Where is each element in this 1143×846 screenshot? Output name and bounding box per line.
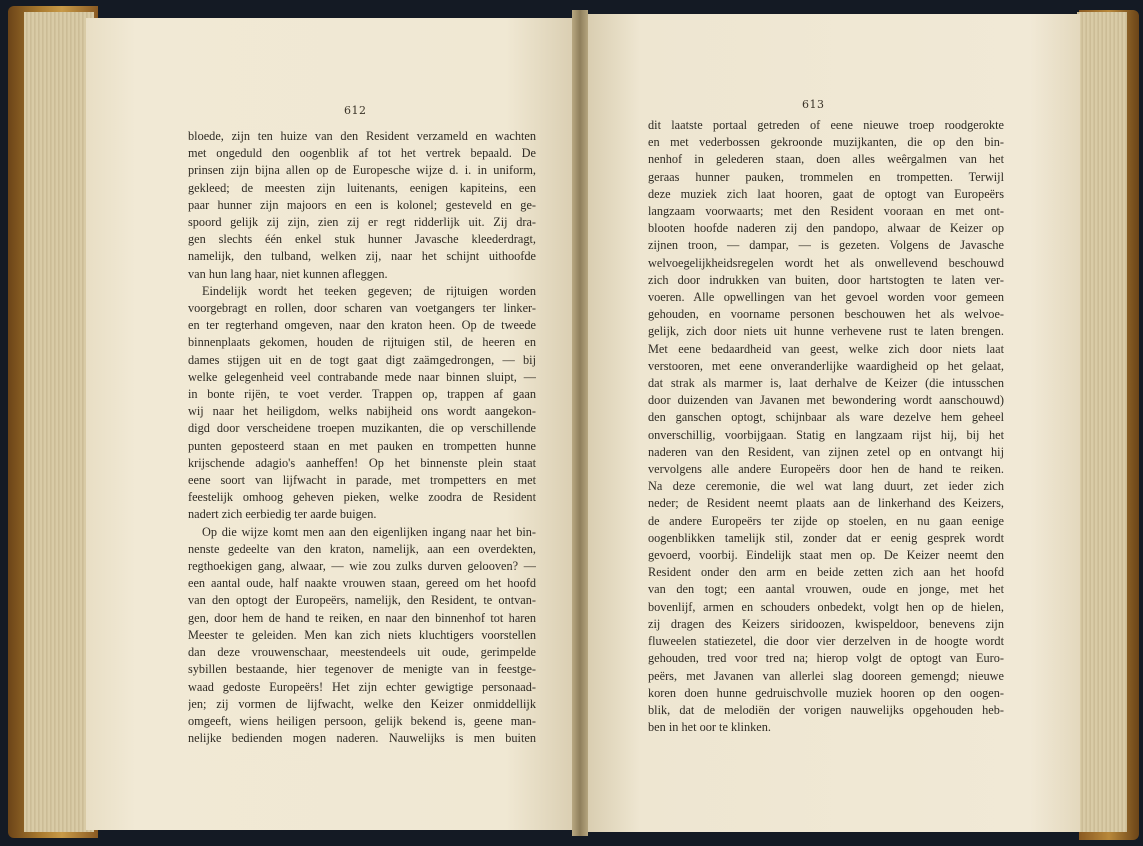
left-page-text bbox=[188, 128, 536, 747]
text-line: van hun lang haar, niet kunnen afleggen. bbox=[188, 266, 388, 281]
text-line: wij naar het heiligdom, welks nabijheid ons wordt aangekon- bbox=[188, 404, 536, 419]
text-line: prinsen zijn bijna allen op de Europesche wijze d. i. in uniform, bbox=[188, 163, 536, 178]
text-line: eene soort van lijfwacht in parade, met trompetters en met bbox=[188, 473, 536, 488]
text-line: den ganschen optogt, schijnbaar als ware dezelve hem geheel bbox=[648, 410, 1004, 425]
text-line: dat strak als marmer is, laat derhalve de Keizer (die intusschen bbox=[648, 376, 1004, 391]
right-page bbox=[580, 14, 1080, 832]
page-number-left: 612 bbox=[344, 104, 367, 117]
text-line: gehouden, en voorname personen beschouwen het als welvoe- bbox=[648, 307, 1004, 322]
text-line: omgeeft, wiens heiligen persoon, gelijk bekend is, geene man- bbox=[188, 713, 536, 728]
text-line: spoord gelijk zij zijn, zien zij er regt ridderlijk uit. Zij dra- bbox=[188, 215, 536, 230]
text-line: geraas hunner pauken, trommelen en trompetten. Terwijl bbox=[648, 169, 1004, 184]
text-line: gen slechts één enkel stuk hunner Javasche kleederdragt, bbox=[188, 232, 536, 247]
text-line: en met vederbossen gekroonde muzijkanten, die op den bin- bbox=[648, 135, 1004, 150]
text-line: welvoegelijkheidsregelen wordt het als onwellevend beschouwd bbox=[648, 255, 1004, 270]
text-line: vervolgens alle andere Europeërs door hen de hand te reiken. bbox=[648, 462, 1004, 477]
text-line: nelijke bedienden mogen naderen. Nauwelijks is men buiten bbox=[188, 731, 536, 746]
text-line: namelijk, den tulband, welken zij, naar het schijnt uithoofde bbox=[188, 249, 536, 264]
text-line: Eindelijk wordt het teeken gegeven; de rijtuigen worden bbox=[202, 283, 536, 298]
text-line: in bonte rijën, te voet verder. Trappen op, trappen af gaan bbox=[188, 387, 536, 402]
text-line: peërs, met Javanen van allerlei slag dooreen gemengd; nieuwe bbox=[648, 668, 1004, 683]
text-line: dames stijgen uit en de togt gaat digt zaämgedrongen, — bij bbox=[188, 352, 536, 367]
text-line: een aantal oude, half naakte vrouwen staan, gereed om het hoofd bbox=[188, 576, 536, 591]
text-line: bovenlijf, armen en schouders onbedekt, volgt hen op de hielen, bbox=[648, 599, 1004, 614]
text-line: gen, door hem de hand te reiken, en naar den binnenhof tot haren bbox=[188, 610, 536, 625]
text-line: Resident onder den arm en beide zetten zich aan het hoofd bbox=[648, 565, 1004, 580]
text-line: oogenblikken tamelijk stil, zonder dat er eenig gesprek wordt bbox=[648, 530, 1004, 545]
text-line: zich door indrukken van buiten, door hartstogten te laten ver- bbox=[648, 272, 1004, 287]
text-line: onverschillig, voorbijgaan. Statig en langzaam rijst hij, bij het bbox=[648, 427, 1004, 442]
text-line: gehouden, tred voor tred na; hierop volgt de optogt van Euro- bbox=[648, 651, 1004, 666]
text-line: nenhof in gelederen staan, doen alles weêrgalmen van het bbox=[648, 152, 1004, 167]
text-line: naderen van den Resident, van zijnen zetel op en ontvangt hij bbox=[648, 444, 1004, 459]
text-line: gevoerd, voorbij. Eindelijk staat men op. De Keizer neemt den bbox=[648, 548, 1004, 563]
text-line: jen; zij vormen de lijfwacht, welke den Keizer onmiddellijk bbox=[188, 696, 536, 711]
text-line: zijnen troon, — dampar, — is gezeten. Volgens de Javasche bbox=[648, 238, 1004, 253]
page-edges-left bbox=[24, 12, 94, 832]
text-line: van den optogt der Europeërs, namelijk, den Resident, te ontvan- bbox=[188, 593, 536, 608]
text-line: door duizenden van Javanen met bewondering wordt aanschouwd) bbox=[648, 393, 1004, 408]
text-line: bloede, zijn ten huize van den Resident verzameld en wachten bbox=[188, 129, 536, 143]
text-line: feestelijk omhoog geheven pieken, welke zoodra de Resident bbox=[188, 490, 536, 505]
text-line: voorgebragt en rollen, door scharen van voetgangers ter linker- bbox=[188, 301, 536, 316]
text-line: paar hunner zijn majoors en een is kolonel; gesteveld en ge- bbox=[188, 197, 536, 212]
text-line: blooten hoofde naderen zij den pandopo, alwaar de Keizer op bbox=[648, 221, 1004, 236]
text-line: sybillen bestaande, hier tegenover de menigte van in feestge- bbox=[188, 662, 536, 677]
text-line: regthoekigen gang, alwaar, — wie zou zulks durven gelooven? — bbox=[188, 559, 536, 574]
text-line: dit laatste portaal getreden of eene nieuwe troep roodgerokte bbox=[648, 118, 1004, 132]
text-line: met ongeduld den oogenblik af tot het vertrek bepaald. De bbox=[188, 146, 536, 161]
text-line: blik, dat de melodiën der vorigen nauwelijks opgehouden heb- bbox=[648, 702, 1004, 717]
text-line: gelijk, zich door niets uit hunne verhevene rust te laten brengen. bbox=[648, 324, 1004, 339]
text-line: Meester te geleiden. Men kan zich niets kluchtigers voorstellen bbox=[188, 627, 536, 642]
text-line: en ter regterhand omgeven, naar den kraton heen. Op de tweede bbox=[188, 318, 536, 333]
text-line: binnenplaats gekomen, houden de rijtuigen stil, de heeren en bbox=[188, 335, 536, 350]
book-gutter bbox=[572, 10, 588, 836]
text-line: neder; de Resident neemt plaats aan de linkerhand des Keizers, bbox=[648, 496, 1004, 511]
text-line: zij dragen des Keizers siridoozen, kwispeldoor, benevens zijn bbox=[648, 616, 1004, 631]
page-edges-right bbox=[1077, 12, 1127, 832]
text-line: dan deze vrouwenschaar, meestendeels uit oude, gerimpelde bbox=[188, 645, 536, 660]
text-line: Op die wijze komt men aan den eigenlijken ingang naar het bin- bbox=[202, 524, 536, 539]
text-line: nenste gedeelte van den kraton, namelijk, aan een overdekten, bbox=[188, 541, 536, 556]
text-line: verstooren, met eene onveranderlijke waardigheid op het gelaat, bbox=[648, 358, 1004, 373]
text-line: deze muziek zich laat hooren, gaat de optogt van Europeërs bbox=[648, 186, 1004, 201]
text-line: gekleed; de meesten zijn luitenants, eenigen kapiteins, een bbox=[188, 180, 536, 195]
text-line: waad gedoste Europeërs! Het zijn echter gewigtige personaad- bbox=[188, 679, 536, 694]
text-line: ben in het oor te klinken. bbox=[648, 720, 771, 735]
left-page bbox=[86, 18, 580, 830]
text-line: koren doen hunne gedruischvolle muziek hooren op den oogen- bbox=[648, 685, 1004, 700]
text-line: langzaam voorwaarts; met den Resident vooraan en met ont- bbox=[648, 204, 1004, 219]
text-line: welke gelegenheid veel contrabande mede naar binnen sluipt, — bbox=[188, 369, 536, 384]
text-line: Na deze ceremonie, die wel wat lang duurt, zet ieder zich bbox=[648, 479, 1004, 494]
text-line: punten geposteerd staan en met pauken en trompetten hunne bbox=[188, 438, 536, 453]
right-page-text bbox=[648, 117, 1004, 736]
text-line: van den togt; een aantal vrouwen, oude en jonge, met het bbox=[648, 582, 1004, 597]
text-line: krijschende adagio's aanheffen! Op het binnenste plein staat bbox=[188, 455, 536, 470]
text-line: fluweelen statiezetel, die door vier derzelven in de hoogte wordt bbox=[648, 634, 1004, 649]
text-line: voeren. Alle opwellingen van het gevoel worden voor gemeen bbox=[648, 290, 1004, 305]
text-line: digd door verscheidene troepen muzikanten, die op verschillende bbox=[188, 421, 536, 436]
page-number-right: 613 bbox=[802, 98, 825, 111]
text-line: Met eene bedaardheid van geest, welke zich door niets laat bbox=[648, 341, 1004, 356]
text-line: nadert zich eerbiedig ter aarde buigen. bbox=[188, 507, 377, 522]
text-line: de andere Europeërs ter zijde op stoelen, en nu gaan eenige bbox=[648, 513, 1004, 528]
